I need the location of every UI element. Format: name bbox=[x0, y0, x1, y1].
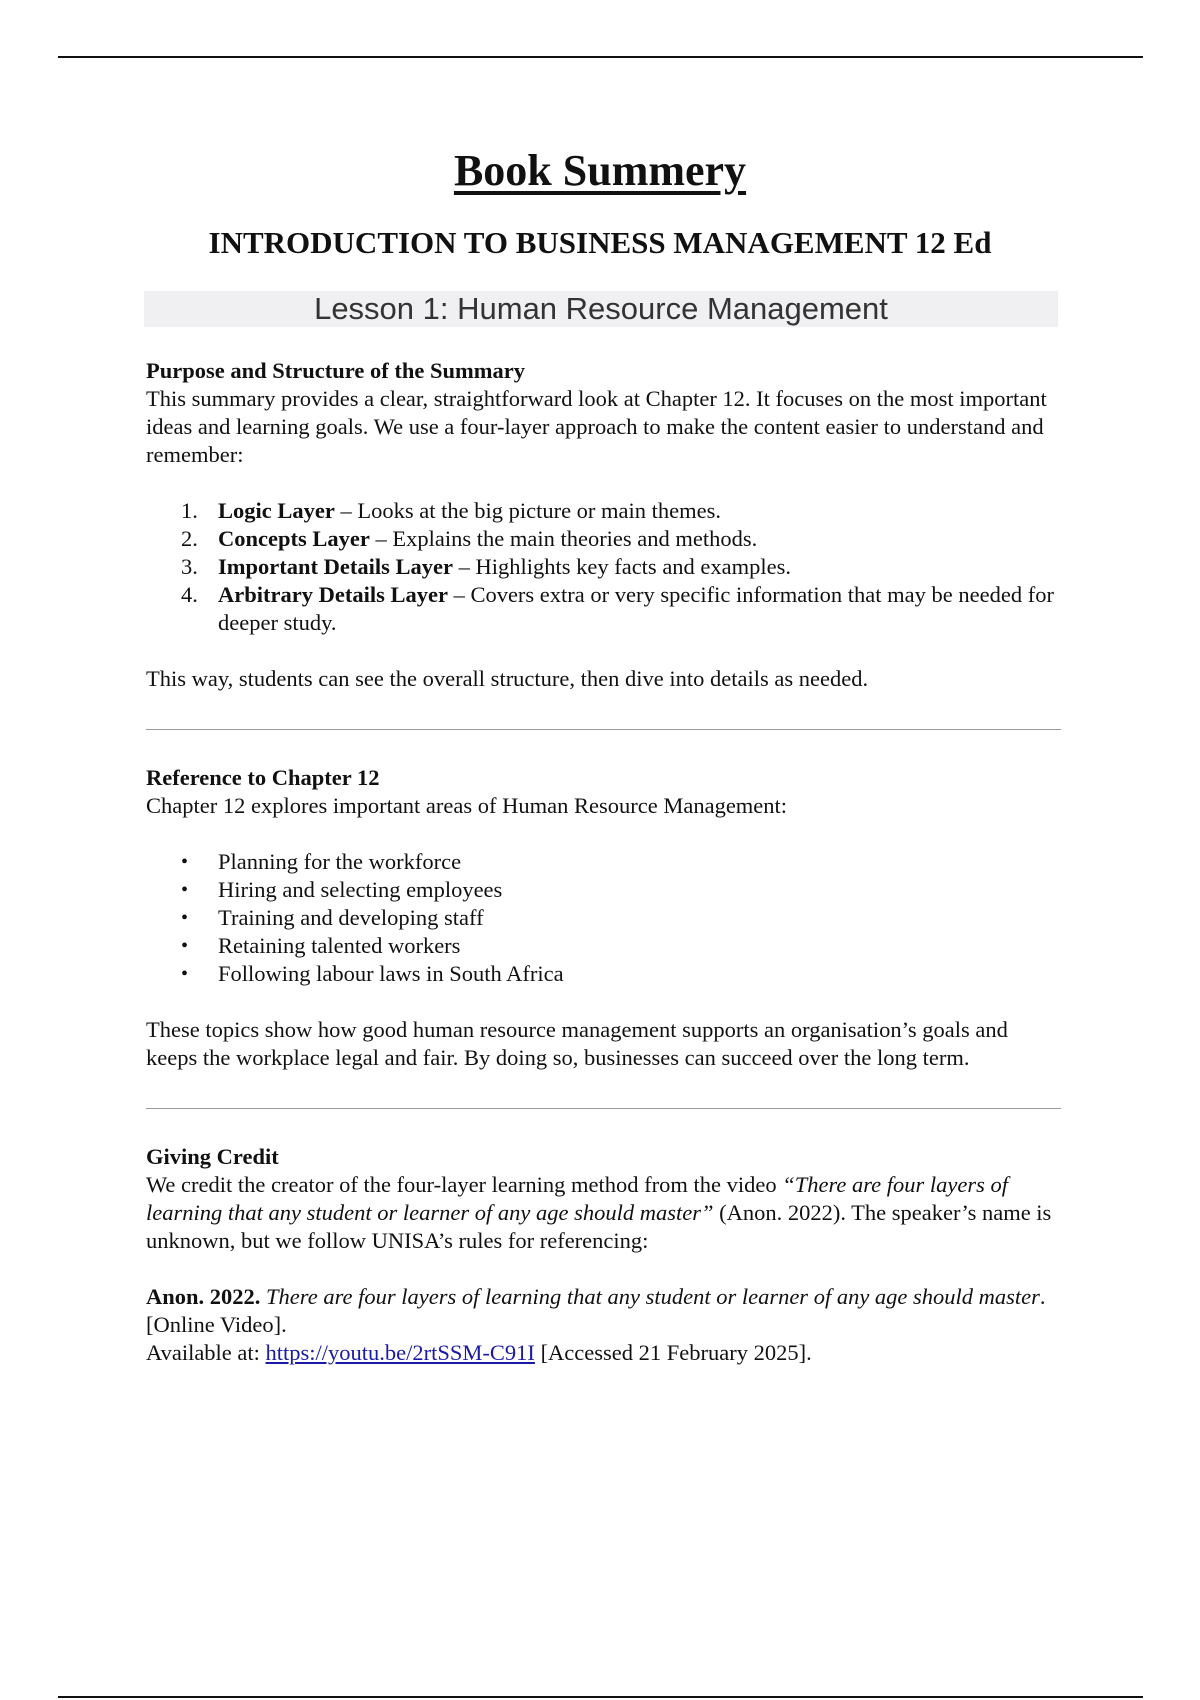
list-item bbox=[146, 932, 1061, 960]
layer-name: Concepts Layer bbox=[218, 526, 370, 551]
citation-availability bbox=[146, 1339, 1061, 1367]
layer-name: Important Details Layer bbox=[218, 554, 453, 579]
lesson-banner: Lesson 1: Human Resource Management bbox=[144, 291, 1058, 327]
list-item bbox=[146, 581, 1061, 637]
topic-text: Planning for the workforce bbox=[218, 849, 462, 874]
topic-text: Training and developing staff bbox=[218, 905, 484, 930]
topic-text: Retaining talented workers bbox=[218, 933, 461, 958]
credit-section bbox=[146, 1143, 1061, 1367]
reference-intro: Chapter 12 explores important areas of Human Resource Management: bbox=[146, 793, 788, 818]
layer-name: Logic Layer bbox=[218, 498, 335, 523]
topic-list bbox=[146, 848, 1061, 988]
list-item bbox=[146, 553, 1061, 581]
topic-text: Following labour laws in South Africa bbox=[218, 961, 564, 986]
citation-author: Anon. 2022. bbox=[146, 1284, 261, 1309]
layer-list bbox=[146, 497, 1061, 637]
reference-heading: Reference to Chapter 12 bbox=[146, 765, 380, 790]
layer-description: – Looks at the big picture or main themes. bbox=[334, 498, 722, 523]
purpose-outro: This way, students can see the overall structure, then dive into details as needed. bbox=[146, 666, 869, 691]
page-title: Book Summery bbox=[453, 146, 747, 195]
layer-description: – Explains the main theories and methods. bbox=[369, 526, 758, 551]
list-number: 2. bbox=[181, 526, 198, 551]
credit-text: We credit the creator of the four-layer learning method from the video bbox=[146, 1172, 783, 1197]
list-item bbox=[146, 848, 1061, 876]
purpose-heading: Purpose and Structure of the Summary bbox=[146, 358, 525, 383]
citation bbox=[146, 1283, 1061, 1339]
bottom-page-rule bbox=[58, 1696, 1143, 1698]
accessed-date: [Accessed 21 February 2025]. bbox=[534, 1340, 812, 1365]
citation-title: There are four layers of learning that any student or learner of any age should master bbox=[260, 1284, 1040, 1309]
credit-paragraph bbox=[146, 1171, 1061, 1255]
book-subtitle: INTRODUCTION TO BUSINESS MANAGEMENT 12 Ed bbox=[208, 225, 992, 260]
layer-description: – Covers extra or very specific information that may be needed for deeper study. bbox=[218, 582, 1054, 635]
bullet-icon: • bbox=[181, 851, 189, 873]
list-item bbox=[146, 525, 1061, 553]
top-page-rule bbox=[58, 56, 1143, 58]
layer-name: Arbitrary Details Layer bbox=[218, 582, 448, 607]
list-item bbox=[146, 876, 1061, 904]
list-item bbox=[146, 960, 1061, 988]
bullet-icon: • bbox=[181, 879, 189, 901]
list-number: 4. bbox=[181, 582, 198, 607]
layer-description: – Highlights key facts and examples. bbox=[452, 554, 792, 579]
reference-section bbox=[146, 764, 1061, 1072]
list-item bbox=[146, 497, 1061, 525]
citation-format: . [Online Video]. bbox=[146, 1284, 1046, 1337]
reference-outro: These topics show how good human resource management supports an organisation’s goals and keeps the workplace legal and fair. By doing so, businesses can succeed over the long term. bbox=[146, 1017, 1008, 1070]
list-number: 3. bbox=[181, 554, 198, 579]
purpose-intro: This summary provides a clear, straightforward look at Chapter 12. It focuses on the most important ideas and learning goals. We use a four-layer approach to make the content easier to understand and remember: bbox=[146, 386, 1047, 467]
list-number: 1. bbox=[181, 498, 198, 523]
list-item bbox=[146, 904, 1061, 932]
document-body bbox=[146, 357, 1061, 1367]
video-title: “There are four layers of learning that any student or learner of any age should master” bbox=[146, 1172, 1009, 1225]
bullet-icon: • bbox=[181, 963, 189, 985]
bullet-icon: • bbox=[181, 907, 189, 929]
purpose-section bbox=[146, 357, 1061, 693]
video-link[interactable]: https://youtu.be/2rtSSM-C91I bbox=[265, 1340, 535, 1365]
available-label: Available at: bbox=[146, 1340, 266, 1365]
bullet-icon: • bbox=[181, 935, 189, 957]
credit-text-continued: (Anon. 2022). The speaker’s name is unknown, but we follow UNISA’s rules for referencing: bbox=[146, 1200, 1052, 1253]
topic-text: Hiring and selecting employees bbox=[218, 877, 503, 902]
credit-heading: Giving Credit bbox=[146, 1144, 279, 1169]
